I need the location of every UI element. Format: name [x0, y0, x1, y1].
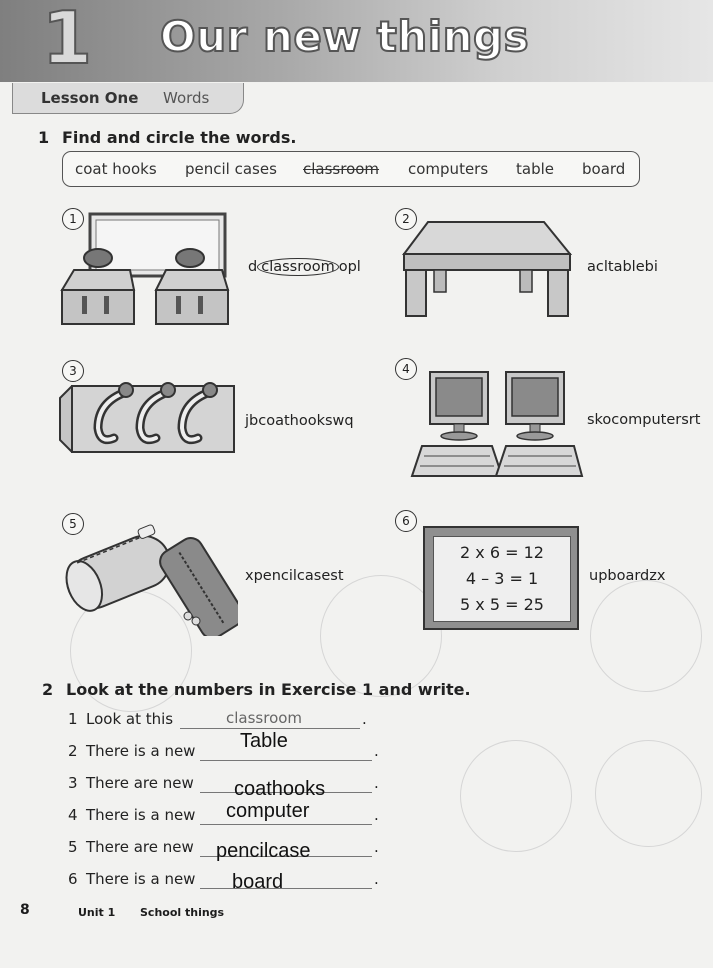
handwritten-answer: Table [240, 730, 288, 752]
lesson-label: Lesson One [41, 89, 139, 107]
coat-hooks-picture [58, 380, 238, 460]
handwritten-answer: coathooks [234, 778, 326, 800]
word-puzzle: jbcoathookswq [245, 413, 354, 429]
board-equation: 2 x 6 = 12 [460, 543, 544, 562]
sentence-number: 6 [68, 870, 78, 888]
sentence-text: Look at this [86, 710, 174, 728]
word-bank-item: pencil cases [185, 160, 277, 178]
word-bank-item: board [582, 160, 626, 178]
sentence-row [68, 806, 195, 824]
answer-text: classroom [226, 709, 303, 727]
footer-topic: School things [140, 906, 225, 919]
bleed-through-circle [590, 580, 702, 692]
exercise-1-heading [38, 128, 296, 147]
sentence-number: 3 [68, 774, 78, 792]
word-bank [62, 151, 640, 187]
sentence-end: . [374, 774, 379, 792]
word-bank-item: table [516, 160, 554, 178]
sentence-number: 1 [68, 710, 78, 728]
sentence-end: . [374, 838, 379, 856]
board-equation: 5 x 5 = 25 [460, 595, 544, 614]
page-title: Our new things [160, 12, 530, 61]
exercise-2-number: 2 [42, 680, 54, 699]
unit-number: 1 [42, 0, 93, 80]
word-puzzle [248, 259, 361, 275]
board-picture [423, 526, 579, 630]
sentence-end: . [362, 710, 367, 728]
word-bank-item: computers [408, 160, 489, 178]
exercise-2-instruction: Look at the numbers in Exercise 1 and write. [66, 680, 471, 699]
circled-word: classroom [257, 258, 339, 276]
page-number: 8 [20, 902, 30, 918]
item-number: 5 [62, 513, 84, 535]
footer-unit: Unit 1 [78, 906, 116, 919]
handwritten-answer: pencilcase [216, 840, 311, 862]
handwritten-answer: board [232, 871, 284, 893]
sentence-row [68, 742, 195, 760]
exercise-2-heading [42, 680, 471, 699]
header-banner [0, 0, 713, 82]
sentence-text: There are new [86, 838, 194, 856]
sentence-number: 4 [68, 806, 78, 824]
sentence-row [68, 774, 194, 792]
sentence-number: 5 [68, 838, 78, 856]
classroom-picture [58, 210, 233, 330]
puzzle-prefix: d [248, 259, 258, 275]
word-bank-item: coat hooks [75, 160, 157, 178]
computers-picture [410, 370, 585, 480]
sentence-text: There are new [86, 774, 194, 792]
sentence-end: . [374, 806, 379, 824]
bleed-through-circle [595, 740, 702, 847]
sentence-row [68, 870, 195, 888]
sentence-end: . [374, 742, 379, 760]
answer-line [200, 887, 372, 889]
word-puzzle: acltablebi [587, 259, 658, 275]
sentence-text: There is a new [86, 742, 196, 760]
answer-line [200, 759, 372, 761]
exercise-1-instruction: Find and circle the words. [62, 128, 297, 147]
sentence-text: There is a new [86, 870, 196, 888]
lesson-tab [12, 83, 244, 114]
word-bank-item: classroom [303, 160, 380, 178]
item-number: 6 [395, 510, 417, 532]
lesson-topic: Words [163, 89, 210, 107]
word-puzzle: upboardzx [589, 568, 666, 584]
word-puzzle: xpencilcasest [245, 568, 344, 584]
exercise-1-number: 1 [38, 128, 50, 147]
pencil-cases-picture [58, 518, 238, 636]
bleed-through-circle [460, 740, 572, 852]
item-number: 2 [395, 208, 417, 230]
item-number: 1 [62, 208, 84, 230]
answer-line [180, 727, 360, 729]
table-picture [402, 218, 574, 318]
sentence-text: There is a new [86, 806, 196, 824]
puzzle-suffix: opl [338, 259, 361, 275]
sentence-end: . [374, 870, 379, 888]
board-surface [433, 536, 571, 622]
sentence-row [68, 710, 173, 728]
board-equation: 4 – 3 = 1 [465, 569, 539, 588]
handwritten-answer: computer [226, 800, 310, 822]
answer-line [200, 823, 372, 825]
sentence-row [68, 838, 194, 856]
sentence-number: 2 [68, 742, 78, 760]
item-number: 3 [62, 360, 84, 382]
item-number: 4 [395, 358, 417, 380]
word-puzzle: skocomputersrt [587, 412, 701, 428]
